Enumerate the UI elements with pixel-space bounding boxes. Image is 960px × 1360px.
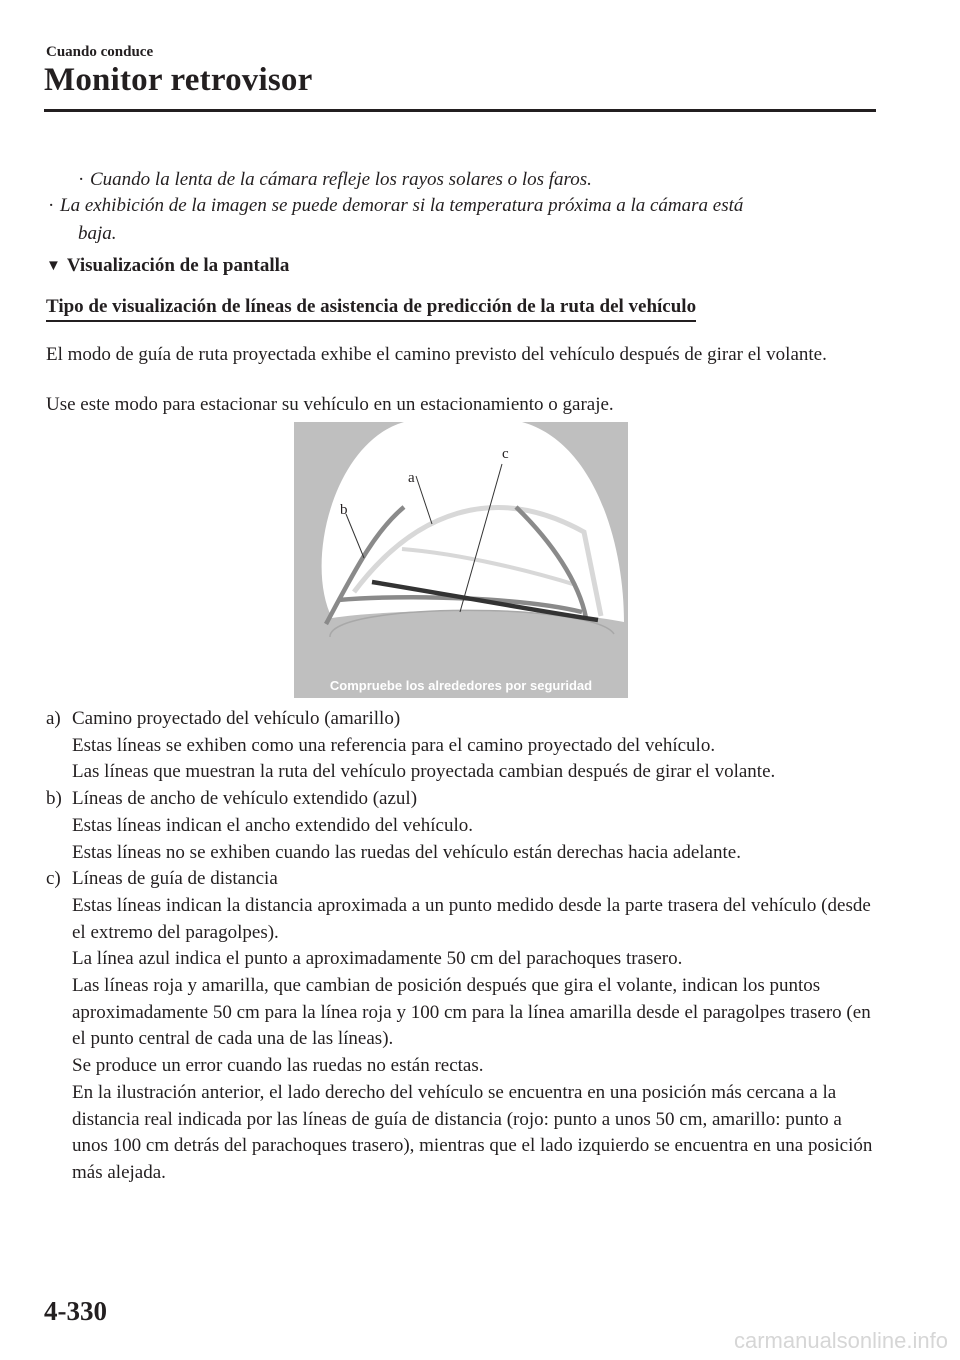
section-label: Cuando conduce <box>46 44 154 60</box>
underlined-heading-text: Tipo de visualización de líneas de asistencia de predicción de la ruta del vehículo <box>46 296 696 322</box>
page-title: Monitor retrovisor <box>44 62 313 98</box>
intro-paragraph: Use este modo para estacionar su vehículo en un estacionamiento o garaje. <box>46 394 614 415</box>
watermark: carmanualsonline.info <box>733 1328 948 1353</box>
subsection-heading <box>46 255 289 277</box>
note-line: Se produce un error cuando las ruedas no están rectas. <box>72 1055 484 1077</box>
legend-note-c <box>46 866 876 1186</box>
note-line: Las líneas roja y amarilla, que cambian de posición después que gira el volante, indican los puntos aproximadamente 50 cm para la línea roja y 100 cm para la línea amarilla desde el paragolpes trasero (en el punto central de cada una de las líneas). <box>72 975 871 1050</box>
note-line: En la ilustración anterior, el lado derecho del vehículo se encuentra en una posición más cercana a la distancia real indicada por las líneas de guía de distancia (rojo: punto a unos 50 cm, amarillo: punto a unos 100 cm detrás del parachoques trasero), mientras que el lado izquierdo se encuentra en una posición más alejada. <box>72 1081 873 1183</box>
triangle-marker-icon: ▼ <box>46 258 61 274</box>
note-line: La línea azul indica el punto a aproximadamente 50 cm del parachoques trasero. <box>72 948 683 970</box>
bullet-text-continuation: baja. <box>78 223 117 244</box>
note-marker: a) <box>46 708 61 729</box>
note-line: Estas líneas se exhiben como una referencia para el camino proyectado del vehículo. <box>72 734 716 756</box>
bullet-text: La exhibición de la imagen se puede demorar si la temperatura próxima a la cámara está <box>60 195 744 216</box>
label-b: b <box>340 502 348 518</box>
bullet-dot: · <box>48 195 55 216</box>
label-c: c <box>502 446 509 462</box>
note-line: Estas líneas indican el ancho extendido del vehículo. <box>72 814 473 836</box>
figure-caption: Compruebe los alrededores por seguridad <box>329 678 593 693</box>
bullet-dot: · <box>78 169 85 190</box>
legend-note-b <box>46 786 876 866</box>
underlined-heading <box>46 296 696 318</box>
label-a: a <box>408 470 415 486</box>
note-title: Camino proyectado del vehículo (amarillo) <box>72 708 401 729</box>
note-marker: b) <box>46 788 62 810</box>
note-title: Líneas de ancho de vehículo extendido (azul) <box>72 788 418 810</box>
intro-paragraph: El modo de guía de ruta proyectada exhibe el camino previsto del vehículo después de girar el volante. <box>46 344 827 365</box>
note-marker: c) <box>46 868 61 890</box>
note-line: Estas líneas no se exhiben cuando las ruedas del vehículo están derechas hacia adelante. <box>72 841 741 863</box>
bullet-text: Cuando la lenta de la cámara refleje los rayos solares o los faros. <box>90 169 592 190</box>
bullet-item <box>78 166 592 194</box>
note-line: Estas líneas indican la distancia aproximada a un punto medido desde la parte trasera del vehículo (desde el extremo del paragolpes). <box>72 894 871 943</box>
legend-notes <box>46 706 876 1187</box>
subsection-heading-text: Visualización de la pantalla <box>66 255 290 276</box>
bullet-item <box>48 192 868 248</box>
note-title: Líneas de guía de distancia <box>72 868 278 890</box>
note-line: Las líneas que muestran la ruta del vehículo proyectada cambian después de girar el volante. <box>72 761 776 783</box>
legend-note-a <box>46 706 876 786</box>
title-rule <box>44 109 876 112</box>
page-number: 4-330 <box>44 1296 107 1326</box>
rear-camera-illustration <box>294 422 628 698</box>
